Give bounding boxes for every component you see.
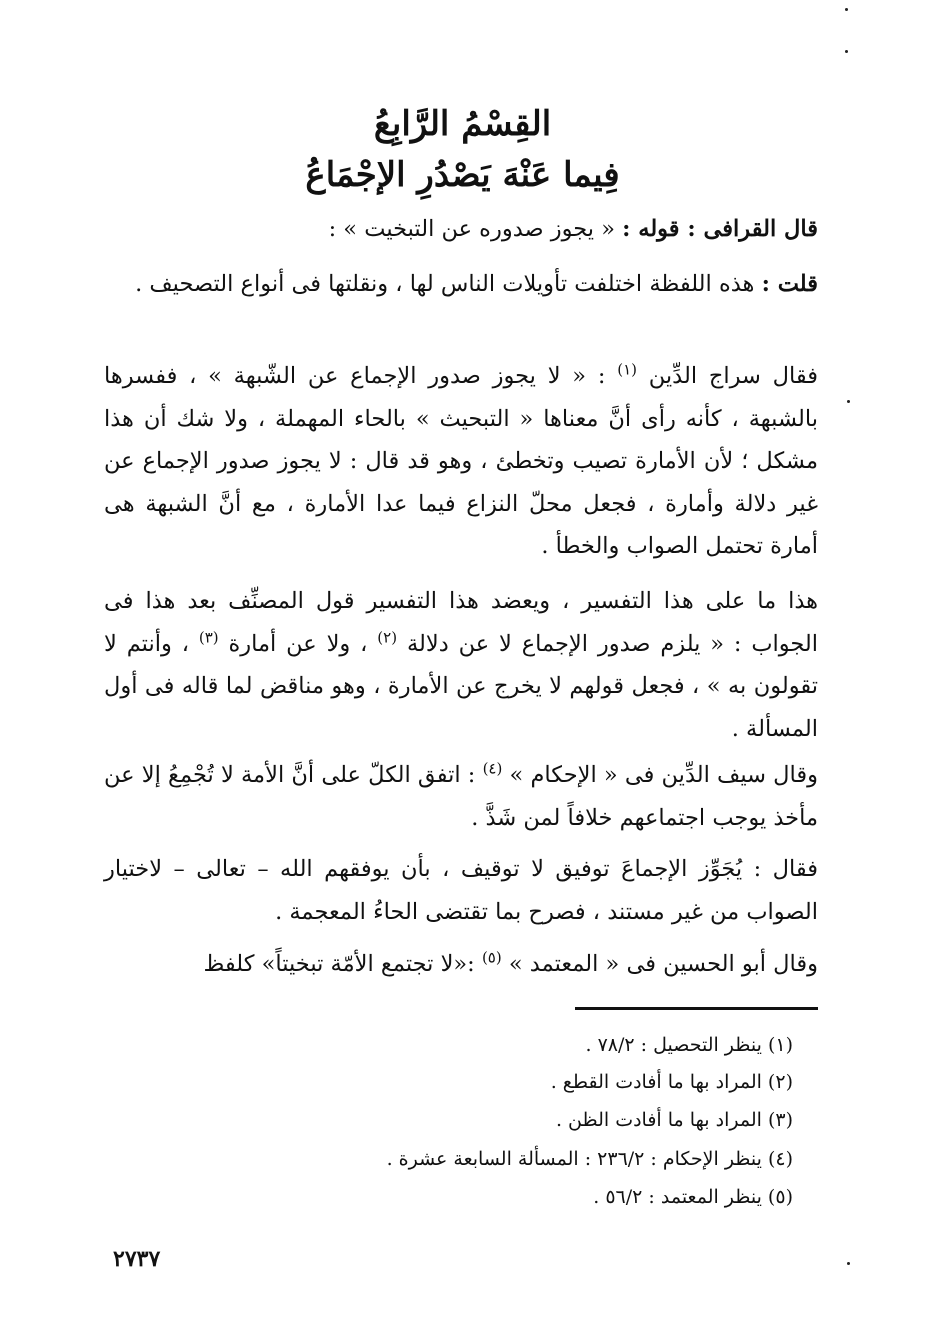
paragraph-4: [104, 580, 818, 750]
paragraph-4-part-a: هذا ما على هذا التفسير ، ويعضد هذا التفسير قول المصنِّف بعد هذا فى الجواب : « يلزم صدور الإجماع لا عن دلالة: [104, 588, 819, 657]
paragraph-5-part-a: وقال سيف الدِّين فى « الإحكام »: [509, 762, 818, 788]
paragraph-3-part-b: : « لا يجوز صدور الإجماع عن الشّبهة » ، ففسرها بالشبهة ، كأنه رأى أنَّ معناها « التبحيث » بالحاء المهملة ، ولا شك أن هذا مشكل ؛ لأن الأمارة تصيب وتخطئ ، وهو قد قال : لا يجوز صدور الإجماع عن غير دلالة وأمارة ، فجعل محلّ النزاع فيما عدا الأمارة ، مع أنَّ الشبهة هى أمارة تحتمل الصواب والخطأ .: [104, 363, 818, 559]
paragraph-1-quote: « يجوز صدوره عن التبخيت » :: [328, 216, 615, 242]
page-number: ٢٧٣٧: [113, 1246, 161, 1272]
paragraph-1: [104, 208, 818, 251]
scan-speck: [845, 8, 848, 11]
footnote-ref-1: (١): [617, 360, 637, 379]
scan-speck: [847, 400, 850, 403]
footnote-4: (٤) ينظر الإحكام : ٢٣٦/٢ : المسألة السابعة عشرة .: [386, 1148, 793, 1170]
section-title: القِسْمُ الرَّابِعُ: [373, 104, 552, 144]
scan-speck: [847, 1262, 850, 1265]
paragraph-3-part-a: فقال سراج الدِّين: [648, 363, 819, 389]
paragraph-6-text: فقال : يُجَوِّز الإجماعَ توفيق لا توقيف ، بأن يوفقهم الله – تعالى – لاختيار الصواب من غير مستند ، فصرح بما تقتضى الحاءُ المعجمة .: [104, 856, 818, 925]
section-subtitle: فِيما عَنْهَ يَصْدُرِ الإجْمَاعُ: [305, 155, 620, 195]
paragraph-2-text: هذه اللفظة اختلفت تأويلات الناس لها ، ونقلتها فى أنواع التصحيف .: [135, 271, 755, 297]
paragraph-1-lead: قال القرافى : قوله :: [622, 216, 818, 242]
footnote-ref-4: (٤): [482, 759, 503, 778]
paragraph-5-part-b: : اتفق الكلّ على أنَّ الأمة لا تُجْمِعُ إلا عن مأخذ يوجب اجتماعهم خلافاً لمن شَذَّ .: [104, 762, 818, 831]
footnote-2: (٢) المراد بها ما أفادت القطع .: [550, 1071, 793, 1093]
paragraph-5: [104, 754, 818, 839]
scan-speck: [845, 50, 848, 53]
paragraph-4-part-b: ، ولا عن أمارة: [228, 630, 368, 657]
footnote-5: (٥) ينظر المعتمد : ٥٦/٢ .: [593, 1186, 793, 1208]
paragraph-7-part-b: :«لا تجتمع الأمّة تبخيتاً» كلفظ: [203, 951, 475, 977]
footnote-ref-5: (٥): [481, 948, 502, 967]
footnote-separator: [575, 1007, 818, 1010]
paragraph-3: [104, 355, 818, 568]
paragraph-7-part-a: وقال أبو الحسين فى « المعتمد »: [508, 951, 818, 977]
paragraph-2-lead: قلت :: [761, 271, 818, 297]
footnote-3: (٣) المراد بها ما أفادت الظن .: [555, 1109, 793, 1131]
footnote-ref-3: (٣): [198, 628, 219, 646]
paragraph-4-part-c: ، وأنتم لا تقولون به » ، فجعل قولهم لا يخرج عن الأمارة ، وهو مناقض لما قاله فى أول المسألة .: [104, 630, 818, 742]
paragraph-2: [104, 263, 818, 306]
footnote-1: (١) ينظر التحصيل : ٧٨/٢ .: [585, 1034, 793, 1056]
paragraph-6: [104, 848, 818, 933]
paragraph-7: [104, 943, 818, 986]
footnote-ref-2: (٢): [377, 628, 398, 646]
